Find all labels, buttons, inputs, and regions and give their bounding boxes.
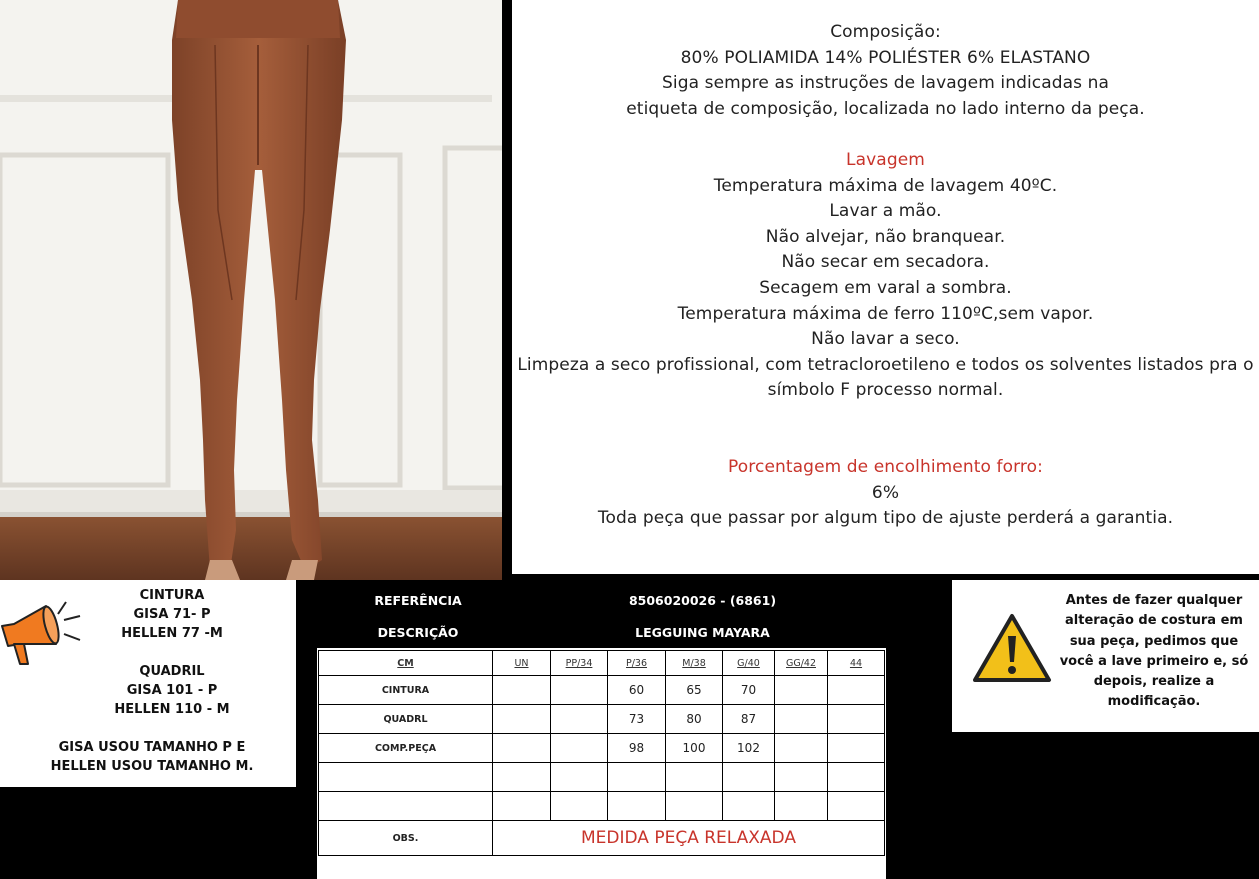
warning-text bbox=[1056, 591, 1252, 713]
spec-header bbox=[317, 584, 886, 648]
table-cell bbox=[493, 792, 551, 821]
composition-text: 80% POLIAMIDA 14% POLIÉSTER 6% ELASTANO bbox=[680, 47, 1091, 68]
washing-item: Não lavar a seco. bbox=[811, 329, 960, 350]
table-cell: 100 bbox=[666, 734, 723, 763]
row-label: CINTURA bbox=[319, 676, 493, 705]
table-cell bbox=[551, 792, 608, 821]
warning-line: você a lave primeiro e, só bbox=[1059, 653, 1249, 669]
obs-label: OBS. bbox=[319, 821, 493, 856]
reference-label: REFERÊNCIA bbox=[374, 593, 462, 608]
size-spec-table bbox=[317, 584, 886, 879]
table-cell: 98 bbox=[608, 734, 666, 763]
table-row bbox=[319, 792, 885, 821]
table-cell bbox=[608, 792, 666, 821]
hip-gisa: GISA 101 - P bbox=[126, 683, 218, 698]
table-row bbox=[319, 734, 885, 763]
table-cell bbox=[723, 792, 775, 821]
table-cell bbox=[493, 705, 551, 734]
alteration-warning-panel bbox=[952, 580, 1259, 732]
row-label: QUADRL bbox=[319, 705, 493, 734]
column-header: G/40 bbox=[723, 651, 775, 676]
legging-photo-illustration bbox=[0, 0, 502, 580]
table-cell bbox=[666, 792, 723, 821]
table-cell: 80 bbox=[666, 705, 723, 734]
table-row bbox=[319, 763, 885, 792]
size-note: GISA USOU TAMANHO P E bbox=[58, 740, 246, 755]
washing-item: Secagem em varal a sombra. bbox=[759, 277, 1012, 298]
table-row bbox=[319, 705, 885, 734]
row-label bbox=[319, 763, 493, 792]
table-cell bbox=[828, 705, 885, 734]
description-value: LEGGUING MAYARA bbox=[635, 625, 770, 640]
grid-header-row bbox=[319, 651, 885, 676]
obs-value: MEDIDA PEÇA RELAXADA bbox=[493, 821, 885, 856]
washing-item: Não secar em secadora. bbox=[781, 252, 990, 273]
table-cell bbox=[493, 734, 551, 763]
table-cell bbox=[551, 763, 608, 792]
table-cell bbox=[828, 792, 885, 821]
table-cell bbox=[551, 734, 608, 763]
table-cell: 65 bbox=[666, 676, 723, 705]
washing-item: Não alvejar, não branquear. bbox=[765, 226, 1006, 247]
washing-item: Limpeza a seco profissional, com tetracloroetileno e todos os solventes listados pra o bbox=[517, 354, 1254, 375]
size-note: HELLEN USOU TAMANHO M. bbox=[50, 759, 254, 774]
table-cell: 87 bbox=[723, 705, 775, 734]
table-cell bbox=[775, 763, 828, 792]
table-cell bbox=[551, 705, 608, 734]
column-header: PP/34 bbox=[551, 651, 608, 676]
warning-line: Antes de fazer qualquer bbox=[1065, 593, 1243, 608]
measurement-grid bbox=[318, 650, 885, 856]
table-cell bbox=[551, 676, 608, 705]
table-cell bbox=[828, 676, 885, 705]
washing-item: Temperatura máxima de ferro 110ºC,sem vapor. bbox=[677, 303, 1094, 324]
model-measures-panel bbox=[0, 580, 296, 787]
table-cell bbox=[493, 763, 551, 792]
reference-value: 8506020026 - (6861) bbox=[628, 593, 777, 608]
waist-hellen: HELLEN 77 -M bbox=[121, 626, 223, 641]
column-header: M/38 bbox=[666, 651, 723, 676]
warning-line: depois, realize a bbox=[1093, 674, 1215, 690]
table-cell: 73 bbox=[608, 705, 666, 734]
table-cell: 70 bbox=[723, 676, 775, 705]
table-cell bbox=[666, 763, 723, 792]
care-instructions-panel bbox=[512, 0, 1259, 574]
description-label: DESCRIÇÃO bbox=[377, 625, 459, 640]
table-cell bbox=[828, 734, 885, 763]
waist-gisa: GISA 71- P bbox=[133, 607, 211, 622]
waist-title: CINTURA bbox=[139, 588, 205, 603]
shrink-value: 6% bbox=[871, 482, 900, 503]
obs-row bbox=[319, 821, 885, 856]
table-row bbox=[319, 676, 885, 705]
table-cell bbox=[775, 705, 828, 734]
instruction-line: etiqueta de composição, localizada no lado interno da peça. bbox=[626, 98, 1145, 119]
column-header: GG/42 bbox=[775, 651, 828, 676]
table-cell bbox=[775, 734, 828, 763]
column-header: 44 bbox=[828, 651, 885, 676]
washing-item: símbolo F processo normal. bbox=[767, 380, 1004, 401]
hip-hellen: HELLEN 110 - M bbox=[114, 702, 230, 717]
table-cell bbox=[775, 676, 828, 705]
column-header: P/36 bbox=[608, 651, 666, 676]
table-cell bbox=[775, 792, 828, 821]
column-header: CM bbox=[319, 651, 493, 676]
product-photo bbox=[0, 0, 502, 580]
washing-title: Lavagem bbox=[846, 149, 925, 170]
hip-title: QUADRIL bbox=[139, 664, 205, 679]
table-cell: 102 bbox=[723, 734, 775, 763]
warning-icon bbox=[972, 612, 1052, 684]
table-cell bbox=[493, 676, 551, 705]
table-cell: 60 bbox=[608, 676, 666, 705]
table-cell bbox=[828, 763, 885, 792]
washing-item: Lavar a mão. bbox=[829, 201, 942, 222]
washing-item: Temperatura máxima de lavagem 40ºC. bbox=[713, 175, 1058, 196]
row-label: COMP.PEÇA bbox=[319, 734, 493, 763]
warranty-text: Toda peça que passar por algum tipo de ajuste perderá a garantia. bbox=[597, 508, 1174, 529]
table-cell bbox=[723, 763, 775, 792]
shrink-title: Porcentagem de encolhimento forro: bbox=[728, 456, 1043, 477]
column-header: UN bbox=[493, 651, 551, 676]
warning-line: sua peça, pedimos que bbox=[1069, 633, 1239, 649]
warning-line: modificação. bbox=[1107, 694, 1201, 710]
row-label bbox=[319, 792, 493, 821]
warning-line: alteração de costura em bbox=[1065, 613, 1243, 629]
composition-title: Composição: bbox=[830, 22, 941, 42]
instruction-line: Siga sempre as instruções de lavagem indicadas na bbox=[661, 73, 1110, 94]
table-cell bbox=[608, 763, 666, 792]
